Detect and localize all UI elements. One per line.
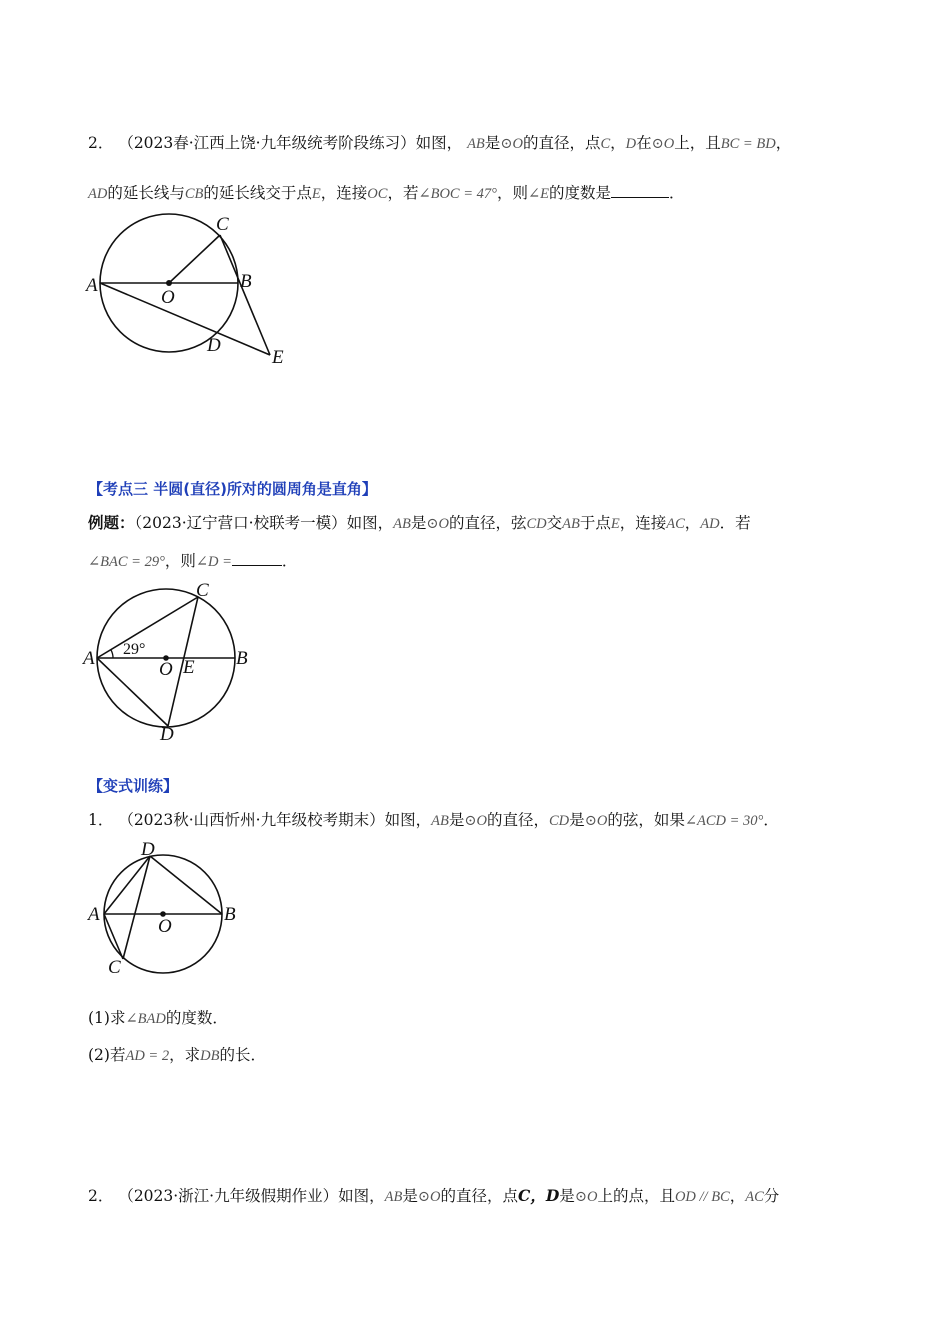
label-a: A: [88, 904, 100, 925]
text: ，若: [387, 184, 419, 202]
text: 在: [636, 134, 652, 152]
text: ．若: [719, 514, 751, 532]
math: ⊙O: [464, 813, 487, 829]
math: BC = BD: [720, 136, 776, 152]
math: ⊙O: [584, 813, 608, 829]
math: CD: [526, 516, 547, 532]
chord-ac: [97, 597, 198, 658]
question-number: 2．: [88, 134, 114, 152]
v2-line-1: [88, 1184, 779, 1209]
text: 是: [484, 134, 501, 152]
math: ⊙O: [426, 516, 449, 532]
label-o: O: [159, 659, 173, 680]
variant-title: 【变式训练】: [88, 777, 179, 795]
math: ∠BAC = 29°: [88, 554, 165, 570]
math: CD: [549, 813, 570, 829]
math: ∠BOC = 47°: [418, 186, 497, 202]
v1-figure: [80, 838, 260, 978]
q2-line-2: [88, 181, 685, 206]
label-d: D: [141, 839, 155, 860]
label-a: A: [83, 648, 95, 669]
chord-ac: [104, 914, 123, 959]
text: ，连接: [619, 514, 667, 532]
text: 如图，: [338, 1187, 385, 1205]
example-line-1: [88, 511, 751, 536]
label-b: B: [236, 648, 248, 669]
text: 上的点，且: [597, 1187, 675, 1205]
center-point: [166, 280, 172, 286]
label-o: O: [161, 287, 175, 308]
question-source: （2023·辽宁营口·校联考一模）: [134, 514, 347, 532]
text: 是: [448, 811, 465, 829]
math: AD = 2: [125, 1048, 170, 1064]
text: ．: [763, 811, 779, 829]
text: 的延长线与: [107, 184, 185, 202]
math: OD // BC: [674, 1189, 730, 1205]
text: C，D: [518, 1186, 560, 1205]
text: 是: [569, 811, 585, 829]
math: ⊙O: [574, 1189, 598, 1205]
text: (2)若: [88, 1046, 126, 1064]
text: 的度数是: [548, 184, 611, 202]
label-b: B: [240, 271, 252, 292]
section-title: 【考点三 半圆(直径)所对的圆周角是直角】: [88, 480, 377, 498]
math: AD: [88, 186, 108, 202]
chord-ad: [97, 658, 168, 726]
label-d: D: [207, 335, 221, 356]
text: 的长．: [219, 1046, 266, 1064]
text: 交: [546, 514, 563, 532]
text: 的直径，弦: [448, 514, 527, 532]
text: ，则: [496, 184, 528, 202]
math: ⊙O: [500, 136, 523, 152]
text: ，: [729, 1187, 746, 1205]
math: ⊙O: [651, 136, 675, 152]
math: ∠ACD = 30°: [684, 813, 764, 829]
text: 的直径，点: [440, 1187, 519, 1205]
math: AB: [431, 813, 449, 829]
label-c: C: [196, 580, 209, 601]
chord-dc: [123, 856, 150, 959]
example-figure: [80, 580, 270, 745]
text: ．: [281, 552, 298, 570]
v1-line-1: [88, 808, 779, 833]
text: 是: [402, 1187, 418, 1205]
math: ∠E: [527, 186, 549, 202]
text: ．: [668, 184, 685, 202]
answer-blank: [611, 181, 669, 198]
text: 如图，: [384, 811, 432, 829]
math: OC: [367, 186, 388, 202]
question-source: （2023·浙江·九年级假期作业）: [118, 1187, 339, 1205]
text: 如图，: [346, 514, 394, 532]
example-line-2: [88, 549, 297, 574]
math: AB: [393, 516, 411, 532]
label-d: D: [160, 724, 174, 745]
text: ，: [610, 134, 626, 152]
text: ，连接: [320, 184, 368, 202]
label-e: E: [272, 347, 284, 368]
math: ∠D =: [195, 554, 232, 570]
math: AB: [562, 516, 580, 532]
text: 的弦，如果: [607, 811, 685, 829]
text: 的直径，点: [522, 134, 601, 152]
label-c: C: [108, 957, 121, 978]
math: ⊙O: [417, 1189, 441, 1205]
q2-line-1: [88, 131, 791, 156]
math: D: [625, 136, 637, 152]
math: AB: [384, 1189, 403, 1205]
v1-part-2: [88, 1043, 266, 1068]
text: 分: [763, 1187, 780, 1205]
text: 的直径，: [487, 811, 550, 829]
math: C: [600, 136, 611, 152]
math: AC: [745, 1189, 764, 1205]
math: DB: [200, 1048, 220, 1064]
text: ，则: [164, 552, 196, 570]
example-label: 例题：: [88, 513, 135, 532]
math: E: [610, 516, 620, 532]
math: ∠BAD: [125, 1011, 166, 1027]
question-number: 1．: [88, 811, 114, 829]
angle-label: 29°: [123, 641, 146, 658]
v1-part-1: [88, 1006, 228, 1031]
label-a: A: [86, 275, 98, 296]
math: E: [311, 186, 321, 202]
q2-figure: [80, 205, 310, 375]
question-number: 2．: [88, 1187, 114, 1205]
label-o: O: [158, 916, 172, 937]
math: AC: [666, 516, 685, 532]
text: 的度数．: [165, 1009, 228, 1027]
angle-arc: [111, 650, 113, 658]
chord-db: [150, 856, 222, 914]
text: 于点: [579, 514, 611, 532]
answer-blank: [232, 549, 282, 566]
question-source: （2023秋·山西忻州·九年级校考期末）: [118, 811, 385, 829]
text: 的延长线交于点: [203, 184, 312, 202]
text: ，: [775, 134, 792, 152]
text: 上，且: [674, 134, 721, 152]
text: ，求: [169, 1046, 201, 1064]
label-b: B: [224, 904, 236, 925]
math: AD: [700, 516, 720, 532]
text: 如图，: [415, 134, 463, 152]
label-c: C: [216, 214, 229, 235]
segment-oc: [169, 235, 220, 283]
text: (1)求: [88, 1009, 126, 1027]
math: AB: [467, 136, 485, 152]
text: 是: [410, 514, 427, 532]
math: CB: [184, 186, 204, 202]
question-source: （2023春·江西上饶·九年级统考阶段练习）: [118, 134, 416, 152]
label-e: E: [183, 657, 195, 678]
text: 是: [559, 1187, 575, 1205]
text: ，: [684, 514, 701, 532]
